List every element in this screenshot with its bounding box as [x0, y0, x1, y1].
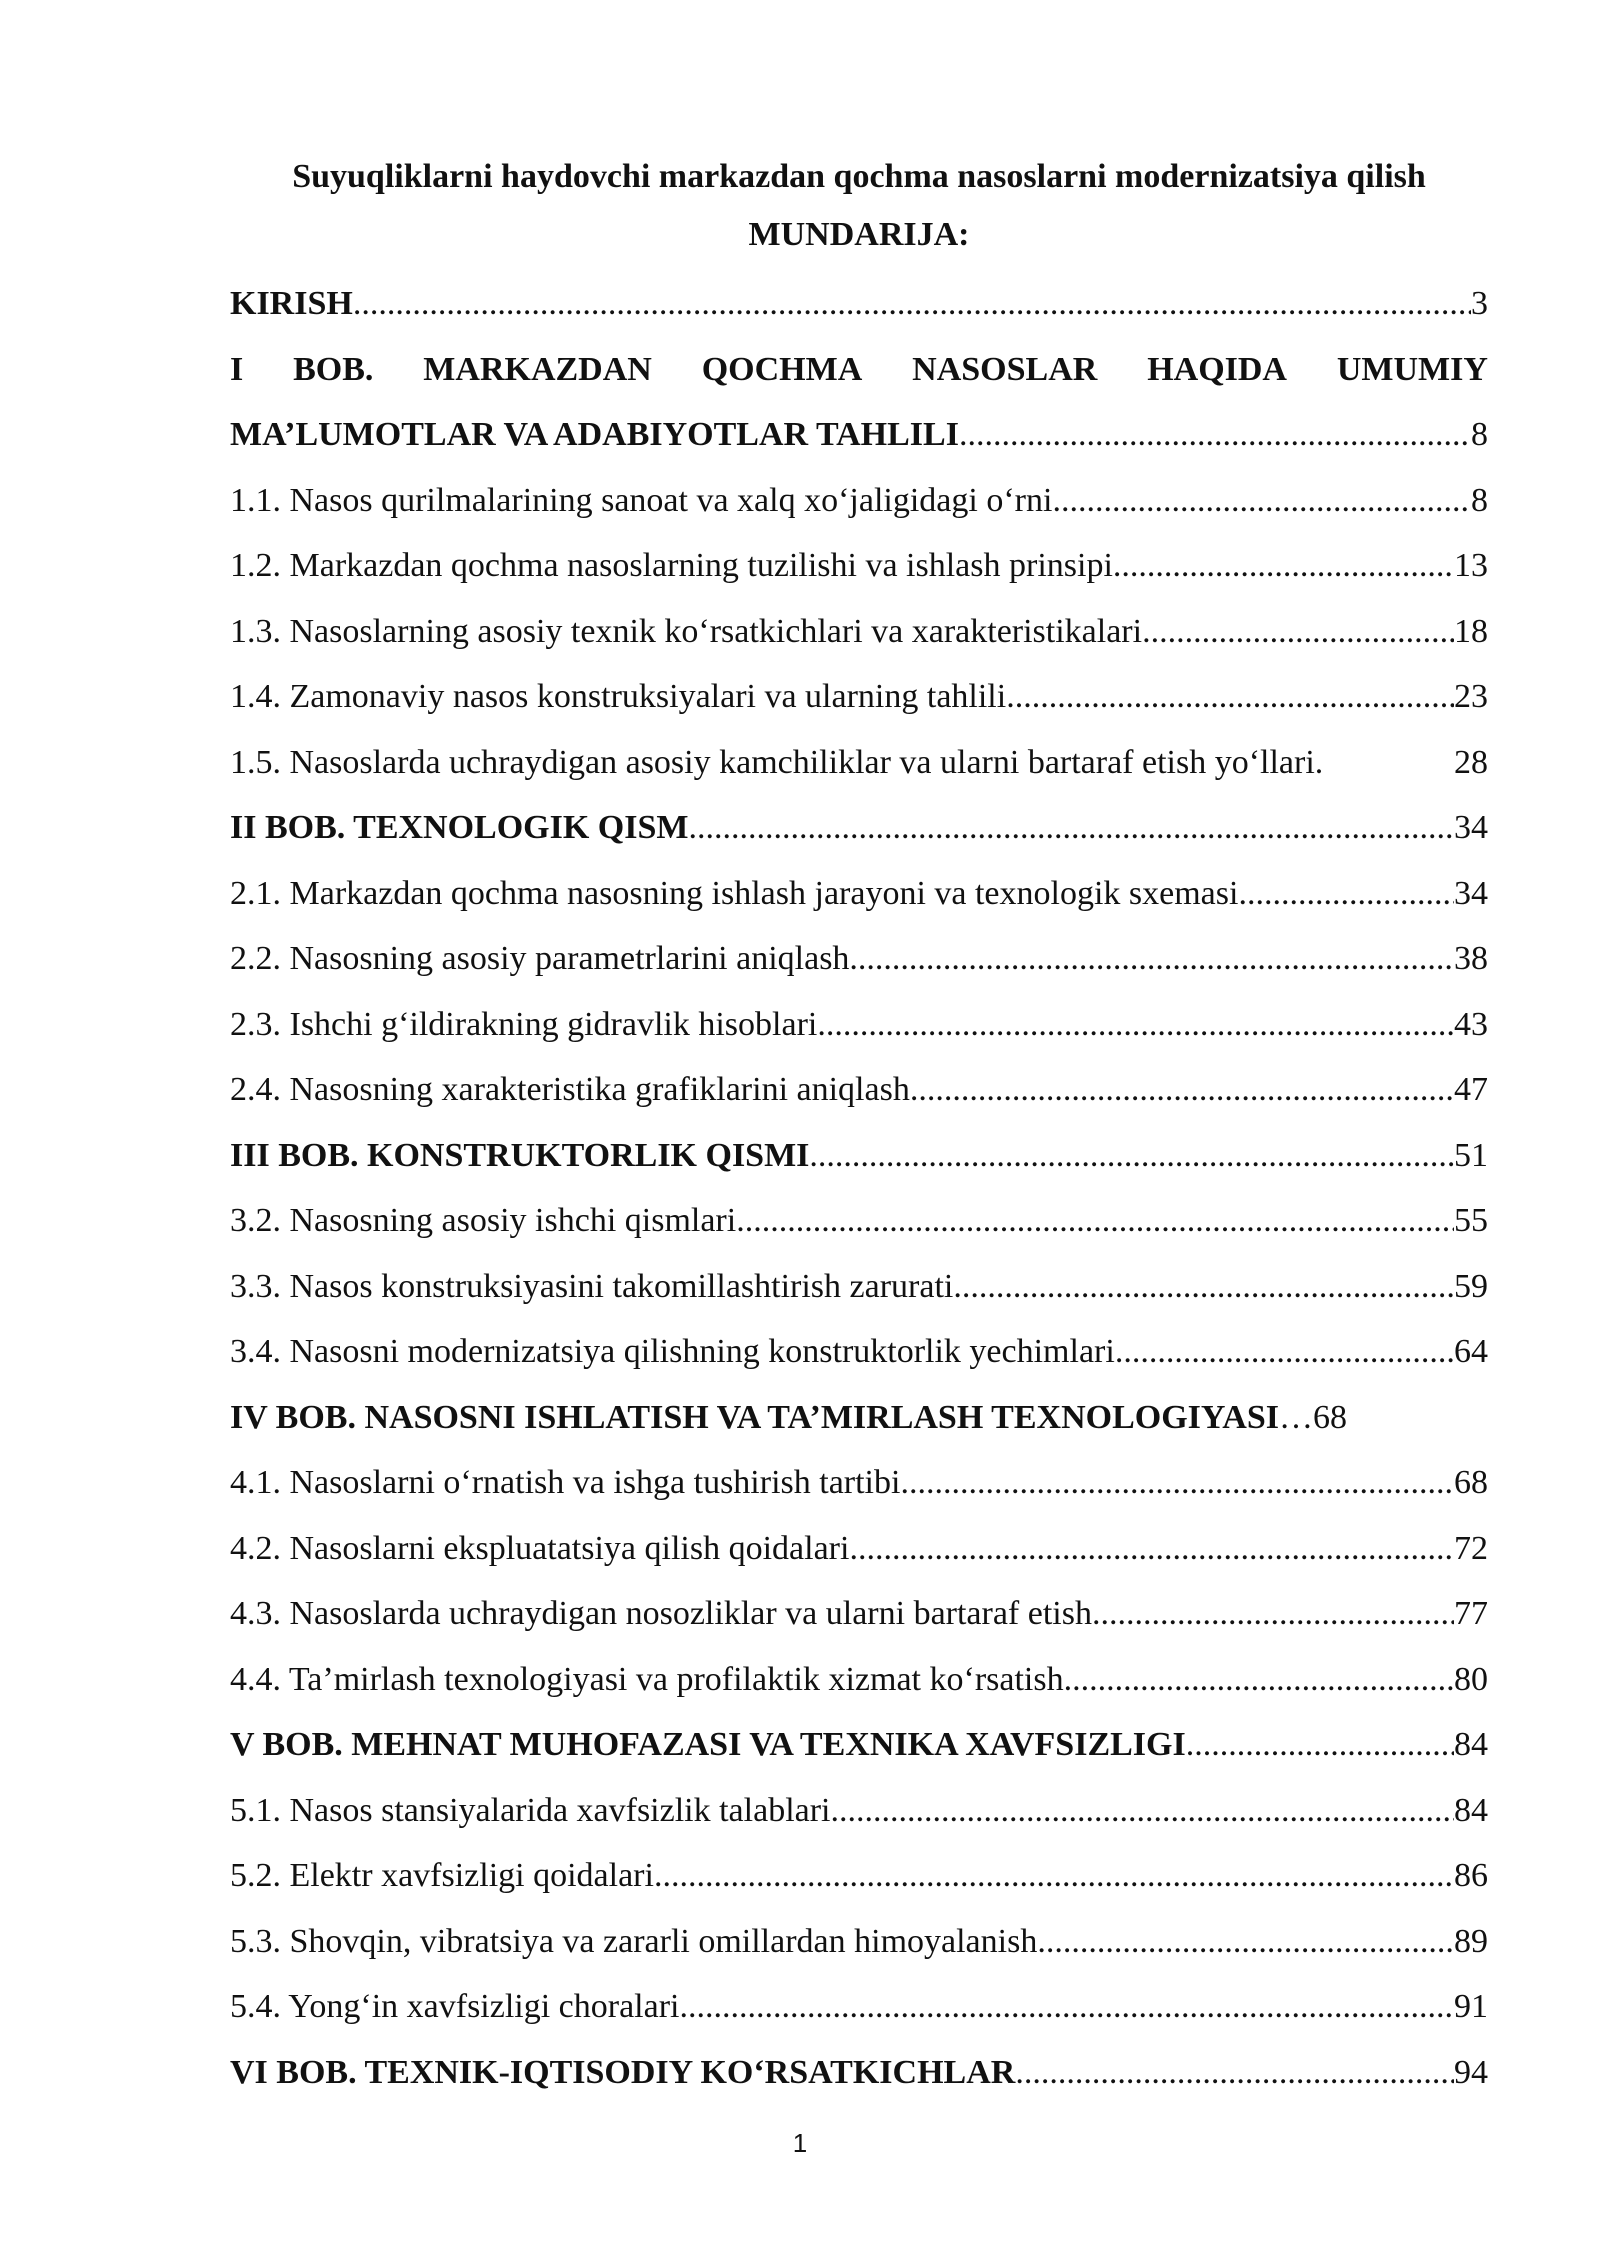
toc-entry-section-1-5[interactable]: [230, 730, 1488, 796]
toc-word: UMUMIY: [1336, 350, 1488, 388]
toc-entry-label: 4.1. Nasoslarni o‘rnatish va ishga tushirish tartibi: [230, 1464, 901, 1501]
toc-entry-label: II BOB. TEXNOLOGIK QISM: [230, 809, 689, 846]
toc-entry-page: 68: [1454, 1464, 1488, 1501]
toc-entry-label: 1.2. Markazdan qochma nasoslarning tuzilishi va ishlash prinsipi: [230, 547, 1113, 584]
toc-heading: MUNDARIJA:: [748, 216, 970, 253]
toc-entry-section-4-2[interactable]: [230, 1516, 1488, 1582]
dot-leader: [1006, 664, 1454, 730]
dot-leader: [1238, 861, 1454, 927]
toc-entry-page: 94: [1454, 2053, 1488, 2091]
dot-leader: [849, 1516, 1454, 1582]
toc-entry-section-2-3[interactable]: [230, 992, 1488, 1058]
toc-entry-label: 2.2. Nasosning asosiy parametrlarini aniqlash: [230, 940, 850, 977]
toc-entry-page: 77: [1454, 1595, 1488, 1632]
toc-entry-chapter-2[interactable]: [230, 795, 1488, 861]
toc-entry-label: IV BOB. NASOSNI ISHLATISH VA TA’MIRLASH TEXNOLOGIYASI: [230, 1398, 1280, 1436]
toc-entry-label: KIRISH: [230, 285, 353, 322]
page-content: [230, 147, 1488, 2105]
dot-leader: [654, 1843, 1454, 1909]
toc-entry-label: 2.4. Nasosning xarakteristika grafiklarini aniqlash: [230, 1071, 910, 1108]
toc-entry-label: 3.3. Nasos konstruksiyasini takomillashtirish zarurati: [230, 1267, 954, 1305]
toc-entry-label: 2.1. Markazdan qochma nasosning ishlash jarayoni va texnologik sxemasi: [230, 874, 1239, 912]
dot-leader: [809, 1123, 1454, 1189]
dot-leader: [689, 795, 1455, 861]
toc-entry-chapter-5[interactable]: [230, 1712, 1488, 1778]
toc-entry-page: 84: [1454, 1726, 1488, 1763]
dot-leader: [1142, 599, 1454, 665]
dot-leader: [1064, 1647, 1454, 1713]
toc-word: I: [230, 350, 244, 388]
toc-word: HAQIDA: [1147, 350, 1287, 388]
dot-leader: [1052, 468, 1471, 534]
toc-entry-label: 1.1. Nasos qurilmalarining sanoat va xalq xo‘jaligidagi o‘rni: [230, 481, 1053, 519]
toc-word: BOB.: [293, 350, 374, 388]
page-number: 1: [792, 2128, 808, 2158]
toc-entry-page: 47: [1454, 1071, 1488, 1108]
toc-entry-label: V BOB. MEHNAT MUHOFAZASI VA TEXNIKA XAVFSIZLIGI: [230, 1726, 1186, 1763]
toc-entry-label: 5.1. Nasos stansiyalarida xavfsizlik talablari: [230, 1791, 831, 1829]
toc-entry-section-4-3[interactable]: [230, 1581, 1488, 1647]
toc-entry-page: 38: [1454, 940, 1488, 977]
toc-entry-label: 5.2. Elektr xavfsizligi qoidalari: [230, 1857, 654, 1894]
toc-entry-section-2-1[interactable]: [230, 861, 1488, 927]
toc-entry-section-1-2[interactable]: [230, 533, 1488, 599]
dot-leader: [1186, 1712, 1454, 1778]
toc-entry-chapter-1-line-2[interactable]: [230, 402, 1488, 468]
toc-entry-page: 72: [1454, 1529, 1488, 1567]
toc-entry-page: 8: [1471, 481, 1488, 519]
toc-entry-label: 5.3. Shovqin, vibratsiya va zararli omillardan himoyalanish: [230, 1922, 1038, 1960]
toc-entry-section-1-4[interactable]: [230, 664, 1488, 730]
toc-entry-page: 43: [1454, 1005, 1488, 1043]
toc-word: NASOSLAR: [912, 350, 1098, 388]
toc-entry-label: VI BOB. TEXNIK-IQTISODIY KO‘RSATKICHLAR: [230, 2053, 1016, 2091]
toc-entry-section-2-4[interactable]: [230, 1057, 1488, 1123]
toc-entry-introduction[interactable]: [230, 271, 1488, 337]
toc-entry-page: 28: [1454, 743, 1488, 781]
dot-leader: [900, 1450, 1454, 1516]
toc-entry-page: 3: [1471, 285, 1488, 322]
toc-entry-section-3-4[interactable]: [230, 1319, 1488, 1385]
dot-leader: [831, 1778, 1455, 1844]
dot-leader: [953, 1254, 1454, 1320]
toc-entry-page: 34: [1454, 874, 1488, 912]
toc-entry-section-1-3[interactable]: [230, 599, 1488, 665]
toc-entry-label: 5.4. Yong‘in xavfsizligi choralari: [230, 1988, 680, 2025]
toc-entry-page: 84: [1454, 1791, 1488, 1829]
toc-entry-chapter-4[interactable]: [230, 1385, 1488, 1451]
toc-entry-page: 89: [1454, 1922, 1488, 1960]
toc-entry-label: MA’LUMOTLAR VA ADABIYOTLAR TAHLILI: [230, 416, 959, 453]
toc-entry-page: 86: [1454, 1857, 1488, 1894]
toc-entry-page: 91: [1454, 1988, 1488, 2025]
dot-leader: [817, 992, 1454, 1058]
dot-leader: [1115, 1319, 1454, 1385]
toc-entry-section-1-1[interactable]: [230, 468, 1488, 534]
dot-leader: [353, 271, 1471, 337]
toc-entry-page: 8: [1471, 416, 1488, 453]
toc-entry-section-5-3[interactable]: [230, 1909, 1488, 1975]
toc-entry-page: 59: [1454, 1267, 1488, 1305]
toc-word: QOCHMA: [701, 350, 863, 388]
dot-leader: [1015, 2040, 1454, 2106]
toc-entry-page: 68: [1313, 1398, 1348, 1436]
dot-leader: [680, 1974, 1455, 2040]
toc-word: MARKAZDAN: [423, 350, 652, 388]
toc-entry-chapter-6[interactable]: [230, 2040, 1488, 2106]
toc-entry-section-5-4[interactable]: [230, 1974, 1488, 2040]
dot-leader: [910, 1057, 1454, 1123]
toc-entry-label: 1.4. Zamonaviy nasos konstruksiyalari va ularning tahlili: [230, 678, 1007, 715]
toc-entry-label: 2.3. Ishchi g‘ildirakning gidravlik hisoblari: [230, 1005, 818, 1043]
dot-leader: [1113, 533, 1454, 599]
table-of-contents: [230, 271, 1488, 2105]
toc-entry-label: 1.3. Nasoslarning asosiy texnik ko‘rsatkichlari va xarakteristikalari: [230, 612, 1143, 650]
toc-entry-label: 1.5. Nasoslarda uchraydigan asosiy kamchiliklar va ularni bartaraf etish yo‘llari.: [230, 743, 1324, 781]
toc-entry-section-5-1[interactable]: [230, 1778, 1488, 1844]
toc-entry-page: 18: [1454, 612, 1488, 650]
toc-entry-page: 64: [1454, 1333, 1488, 1370]
toc-entry-section-5-2[interactable]: [230, 1843, 1488, 1909]
toc-entry-page: 13: [1454, 547, 1488, 584]
toc-entry-label: 3.2. Nasosning asosiy ishchi qismlari: [230, 1202, 737, 1239]
dot-leader: [736, 1188, 1454, 1254]
toc-entry-label: III BOB. KONSTRUKTORLIK QISMI: [230, 1136, 810, 1174]
toc-entry-label: 4.4. Ta’mirlash texnologiyasi va profilaktik xizmat ko‘rsatish: [230, 1660, 1064, 1698]
toc-entry-page: 80: [1454, 1660, 1488, 1698]
toc-entry-page: 34: [1454, 809, 1488, 846]
toc-entry-section-2-2[interactable]: [230, 926, 1488, 992]
toc-entry-chapter-3[interactable]: [230, 1123, 1488, 1189]
toc-entry-page: 23: [1454, 678, 1488, 715]
document-title: Suyuqliklarni haydovchi markazdan qochma nasoslarni modernizatsiya qilish: [292, 158, 1426, 195]
dot-leader: [1279, 1385, 1313, 1451]
dot-leader: [1092, 1581, 1454, 1647]
toc-entry-label: 4.2. Nasoslarni ekspluatatsiya qilish qoidalari: [230, 1529, 850, 1567]
toc-entry-chapter-1-line-1[interactable]: [230, 337, 1488, 403]
dot-leader: [959, 402, 1471, 468]
toc-entry-label: 3.4. Nasosni modernizatsiya qilishning konstruktorlik yechimlari: [230, 1333, 1115, 1370]
toc-entry-section-4-4[interactable]: [230, 1647, 1488, 1713]
toc-entry-section-4-1[interactable]: [230, 1450, 1488, 1516]
toc-entry-label: 4.3. Nasoslarda uchraydigan nosozliklar va ularni bartaraf etish: [230, 1595, 1092, 1632]
toc-entry-section-3-2[interactable]: [230, 1188, 1488, 1254]
toc-entry-section-3-3[interactable]: [230, 1254, 1488, 1320]
toc-entry-page: 55: [1454, 1202, 1488, 1239]
dot-leader: [849, 926, 1454, 992]
dot-leader: [1037, 1909, 1454, 1975]
toc-entry-page: 51: [1454, 1136, 1488, 1174]
